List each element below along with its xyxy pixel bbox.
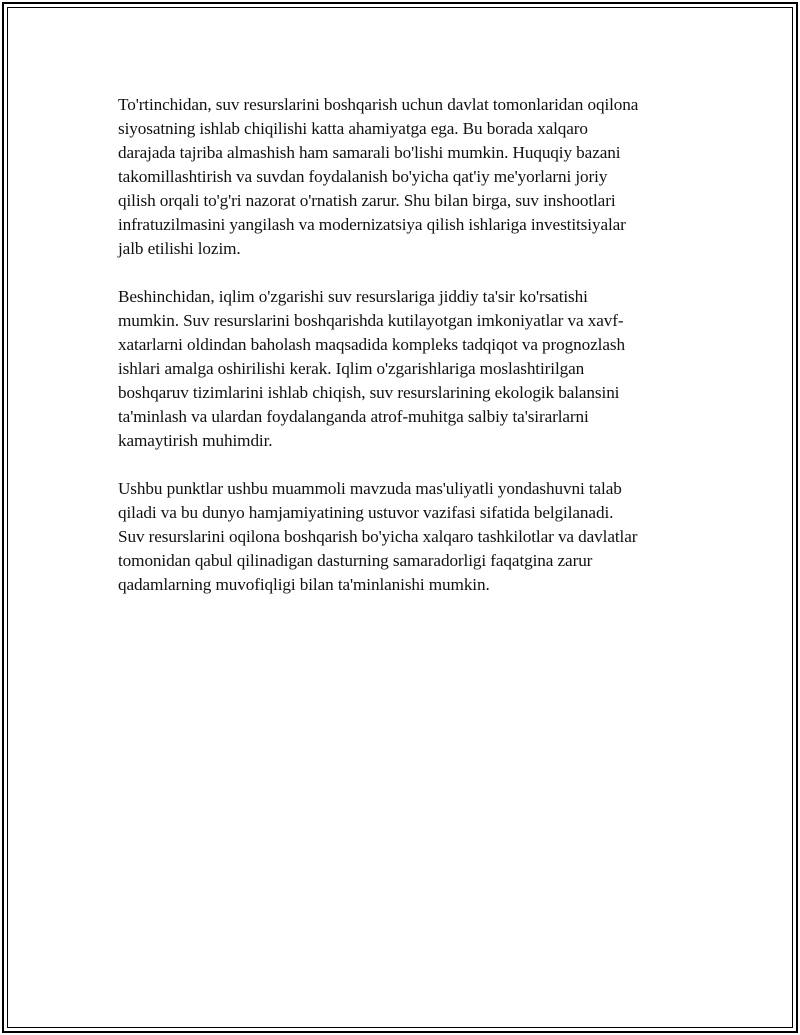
text-line: infratuzilmasini yangilash va modernizatsiya qilish ishlariga investitsiyalar (118, 215, 626, 234)
text-line: boshqaruv tizimlarini ishlab chiqish, suv resurslarining ekologik balansini (118, 383, 620, 402)
paragraph-1 (118, 93, 678, 261)
text-line: mumkin. Suv resurslarini boshqarishda kutilayotgan imkoniyatlar va xavf- (118, 311, 624, 330)
text-line: darajada tajriba almashish ham samarali bo'lishi mumkin. Huquqiy bazani (118, 143, 621, 162)
text-line: xatarlarni oldindan baholash maqsadida kompleks tadqiqot va prognozlash (118, 335, 625, 354)
text-line: Beshinchidan, iqlim o'zgarishi suv resurslariga jiddiy ta'sir ko'rsatishi (118, 287, 588, 306)
text-line: siyosatning ishlab chiqilishi katta ahamiyatga ega. Bu borada xalqaro (118, 119, 588, 138)
text-line: ishlari amalga oshirilishi kerak. Iqlim o'zgarishlariga moslashtirilgan (118, 359, 585, 378)
document-body (118, 93, 678, 621)
text-line: qilish orqali to'g'ri nazorat o'rnatish zarur. Shu bilan birga, suv inshootlari (118, 191, 616, 210)
text-line: Suv resurslarini oqilona boshqarish bo'yicha xalqaro tashkilotlar va davlatlar (118, 527, 638, 546)
text-line: qadamlarning muvofiqligi bilan ta'minlanishi mumkin. (118, 575, 490, 594)
text-line: kamaytirish muhimdir. (118, 431, 273, 450)
text-line: To'rtinchidan, suv resurslarini boshqarish uchun davlat tomonlaridan oqilona (118, 95, 639, 114)
text-line: takomillashtirish va suvdan foydalanish bo'yicha qat'iy me'yorlarni joriy (118, 167, 608, 186)
text-line: jalb etilishi lozim. (118, 239, 241, 258)
paragraph-3 (118, 477, 678, 597)
text-line: ta'minlash va ulardan foydalanganda atrof-muhitga salbiy ta'sirarlarni (118, 407, 589, 426)
text-line: tomonidan qabul qilinadigan dasturning samaradorligi faqatgina zarur (118, 551, 593, 570)
paragraph-2 (118, 285, 678, 453)
text-line: qiladi va bu dunyo hamjamiyatining ustuvor vazifasi sifatida belgilanadi. (118, 503, 614, 522)
text-line: Ushbu punktlar ushbu muammoli mavzuda mas'uliyatli yondashuvni talab (118, 479, 622, 498)
